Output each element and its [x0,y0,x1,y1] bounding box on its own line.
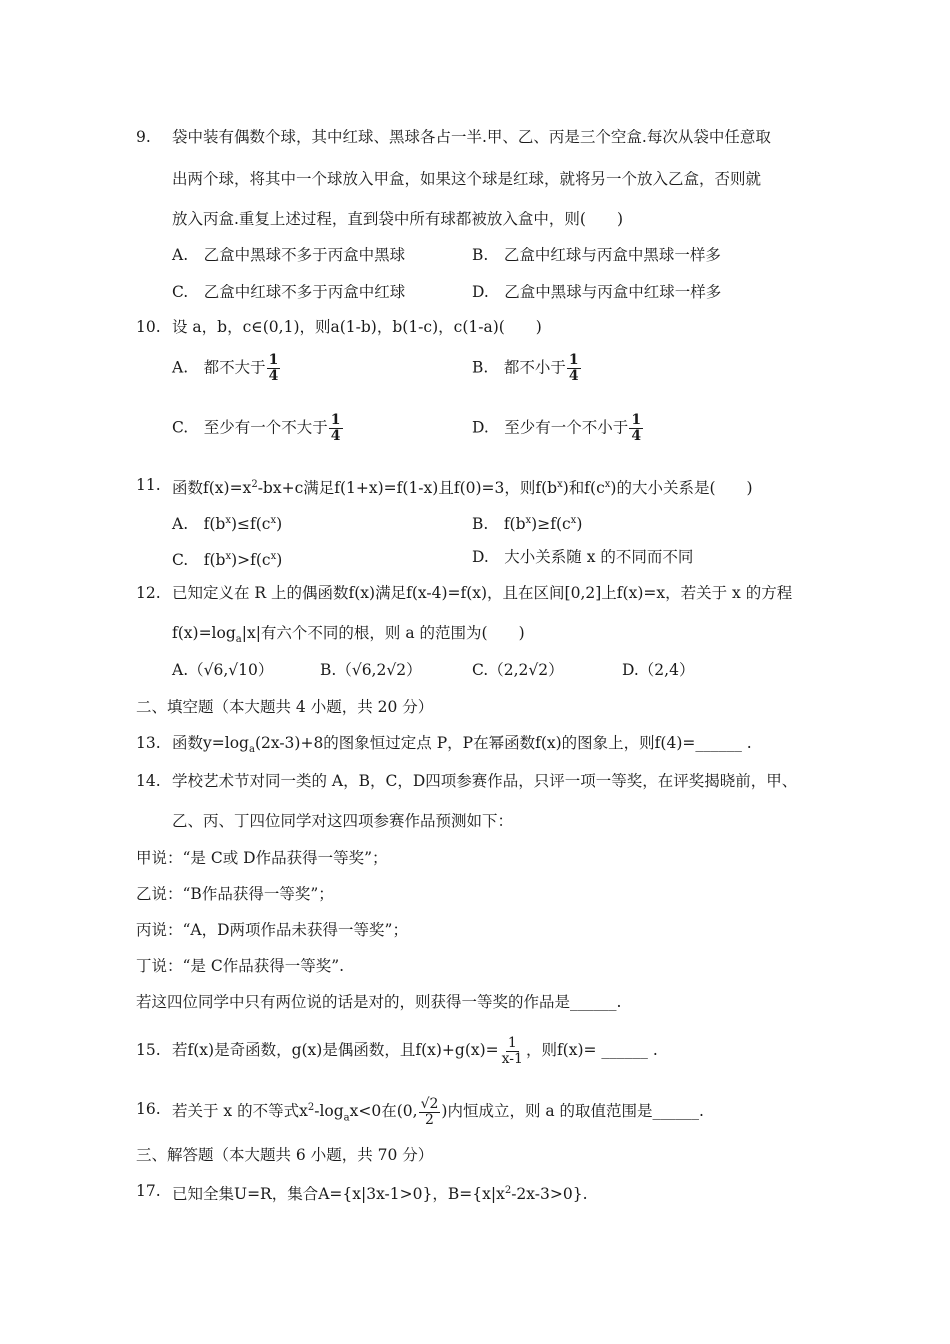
q11-option-c: C. $f(b^x)>f(c^x)$ [172,551,283,570]
q12-number: 12. [136,584,161,602]
fraction: $\frac{1}{4}$ [631,412,642,444]
q11-option-d: D. 大小关系随 x 的不同而不同 [472,548,694,566]
q14-statement-bing: 丙说：“A，D两项作品未获得一等奖”； [136,921,408,939]
q10-number: 10. [136,318,161,336]
q11-option-a: A. $f(b^x)\le f(c^x)$ [172,515,283,534]
q9-option-d: D. 乙盒中黑球与丙盒中红球一样多 [472,283,722,301]
q9-stem-line2: 出两个球，将其中一个球放入甲盒，如果这个球是红球，就将另一个放入乙盒，否则就 [172,170,762,188]
q12-option-c: C.（2,2√2） [472,661,564,679]
q13-number: 13. [136,734,161,752]
q14-number: 14. [136,772,161,790]
fraction: $\frac{1}{4}$ [330,412,341,444]
q12-option-d: D.（2,4） [622,661,695,679]
q10-stem: 设 a，b，c∈(0,1)，则a(1-b)，b(1-c)，c(1-a)( ) [172,318,542,336]
q17-stem: 已知全集U=R，集合A={x|3x-1>0}，$B=\{x|x^2-2x-3>0\}$. [172,1185,588,1204]
q17-number: 17. [136,1182,161,1200]
q16-stem: 若关于 x 的不等式$x^2-\log_ax<0$在(0, $\frac{√2}{2}$ )内恒成立，则 a 的取值范围是______. [172,1095,704,1128]
section-heading-solve: 三、解答题（本大题共 6 小题，共 70 分） [136,1146,434,1164]
q9-stem-line1: 袋中装有偶数个球，其中红球、黑球各占一半.甲、乙、丙是三个空盒.每次从袋中任意取 [172,128,771,146]
q9-option-a: A. 乙盒中黑球不多于丙盒中黑球 [172,246,406,264]
fraction: $\frac{1}{4}$ [568,352,579,384]
q14-statement-yi: 乙说：“B作品获得一等奖”； [136,885,334,903]
q10-option-d: D. 至少有一个不小于 $\frac{1}{4}$ [472,412,642,444]
q12-option-a: A.（√6,√10） [172,661,274,679]
q12-stem-line2: $f(x)=\log_a|x|$有六个不同的根，则 a 的范围为( ) [172,624,525,646]
fraction: $\frac{1}{x-1}$ [501,1034,523,1067]
q9-stem-line3: 放入丙盒.重复上述过程，直到袋中所有球都被放入盒中，则( ) [172,210,624,228]
q11-stem: 函数$f(x)=x^2-bx+c$满足f(1+x)=f(1-x)且f(0)=3，则$f(b^x)$和$f(c^x)$的大小关系是( ) [172,479,753,498]
q14-statement-ding: 丁说：“是 C作品获得一等奖”. [136,957,345,975]
fraction: $\frac{1}{4}$ [268,352,279,384]
fraction: $\frac{√2}{2}$ [420,1095,439,1128]
q14-stem-line2: 乙、丙、丁四位同学对这四项参赛作品预测如下： [172,812,514,830]
q9-option-b: B. 乙盒中红球与丙盒中黑球一样多 [472,246,721,264]
q12-stem-line1: 已知定义在 R 上的偶函数f(x)满足f(x-4)=f(x)，且在区间[0,2]上f(x)=x，若关于 x 的方程 [172,584,793,602]
q14-question: 若这四位同学中只有两位说的话是对的，则获得一等奖的作品是______. [136,993,622,1011]
q16-number: 16. [136,1100,161,1118]
q10-option-b: B. 都不小于 $\frac{1}{4}$ [472,352,579,384]
q9-option-c: C. 乙盒中红球不多于丙盒中红球 [172,283,406,301]
q15-stem: 若f(x)是奇函数，g(x)是偶函数，且f(x)+g(x)= $\frac{1}{x-1}$ ，则f(x)= ______ . [172,1034,658,1067]
q11-option-b: B. $f(b^x)\ge f(c^x)$ [472,515,583,534]
q14-statement-jia: 甲说：“是 C或 D作品获得一等奖”； [136,849,388,867]
q11-number: 11. [136,476,161,494]
q15-number: 15. [136,1041,161,1059]
q13-stem: 函数$y=\log_a(2x-3)+8$的图象恒过定点 P，P在幂函数f(x)的图象上，则f(4)=______ . [172,734,752,756]
section-heading-fill-in: 二、填空题（本大题共 4 小题，共 20 分） [136,698,434,716]
q12-option-b: B.（√6,2√2） [320,661,422,679]
q10-option-a: A. 都不大于 $\frac{1}{4}$ [172,352,279,384]
q14-stem-line1: 学校艺术节对同一类的 A，B，C，D四项参赛作品，只评一项一等奖，在评奖揭晓前，甲、 [172,772,798,790]
q10-option-c: C. 至少有一个不大于 $\frac{1}{4}$ [172,412,341,444]
q9-number: 9. [136,128,151,146]
